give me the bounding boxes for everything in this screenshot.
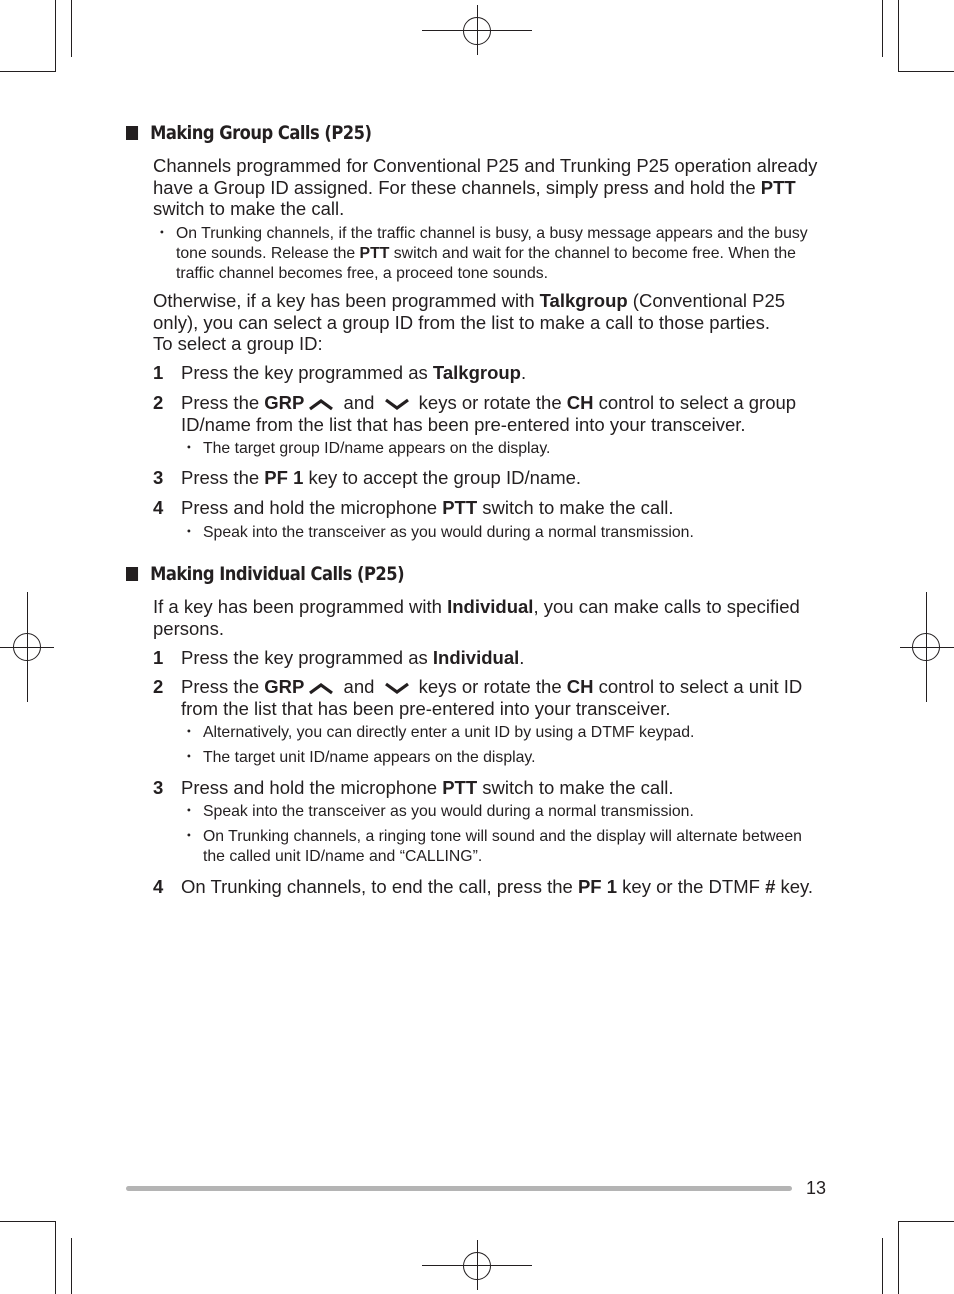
square-bullet-icon [126,126,138,140]
section-heading-group-calls: Making Group Calls (P25) [126,122,371,144]
section-heading-individual-calls: Making Individual Calls (P25) [126,563,404,585]
trunking-busy-note: ・ On Trunking channels, if the traffic channel is busy, a busy message appears and the busy tone sounds. Release the PTT switch and wait for the channel to become free. When the traffic channel becomes free, a proceed tone sounds. [154,225,808,282]
chevron-down-icon [383,397,411,411]
individual-step-2-note-1: ・ Alternatively, you can directly enter a unit ID by using a DTMF keypad. [181,724,695,741]
group-step-4-note: ・ Speak into the transceiver as you would during a normal transmission. [181,524,694,541]
group-step-2-note: ・ The target group ID/name appears on the display. [181,440,551,457]
individual-step-2-note-2: ・ The target unit ID/name appears on the display. [181,749,536,766]
chevron-down-icon [383,681,411,695]
individual-calls-intro: If a key has been programmed with Individual, you can make calls to specified persons. [153,596,800,639]
group-calls-intro: Channels programmed for Conventional P25 and Trunking P25 operation already have a Group ID assigned. For these channels, simply press and hold the PTT switch to make the call. [153,155,818,219]
individual-step-3-note-2: ・ On Trunking channels, a ringing tone will sound and the display will alternate between the called unit ID/name and “CALLING”. [181,828,802,865]
select-group-id-label: To select a group ID: [153,333,323,354]
individual-step-3-note-1: ・ Speak into the transceiver as you would during a normal transmission. [181,803,694,820]
talkgroup-paragraph: Otherwise, if a key has been programmed with Talkgroup (Conventional P25 only), you can select a group ID from the list to make a call to those parties. [153,290,786,333]
chevron-up-icon [307,681,335,695]
chevron-up-icon [307,397,335,411]
footer-rule [126,1186,792,1191]
square-bullet-icon [126,567,138,581]
page-number: 13 [806,1178,827,1198]
